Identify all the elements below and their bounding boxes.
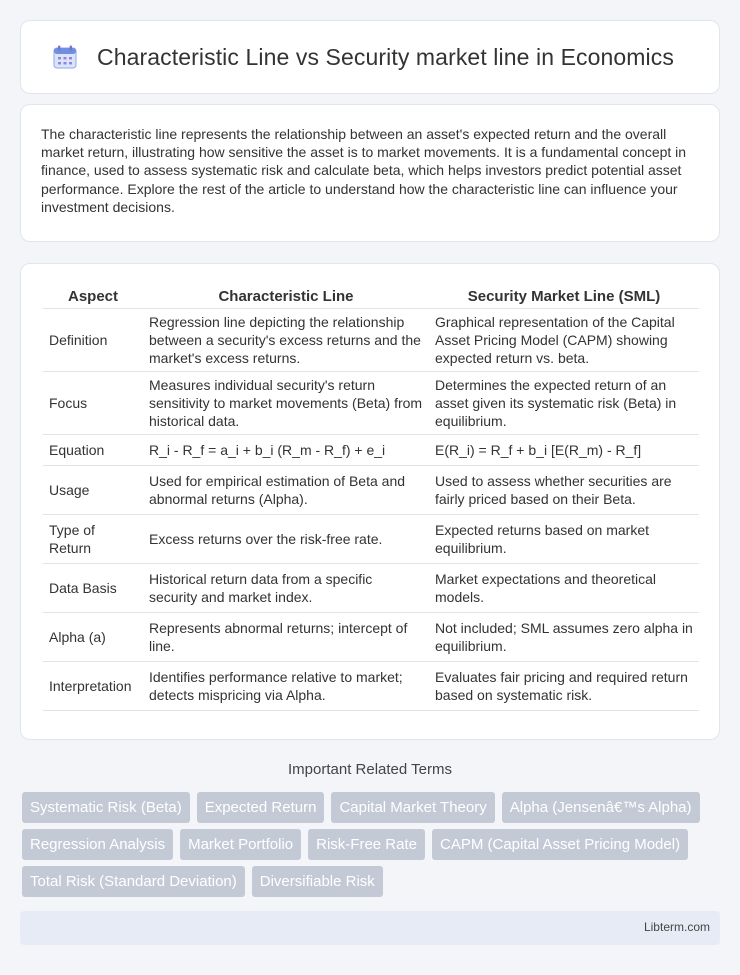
row-aspect: Equation (43, 434, 143, 465)
related-term-tag[interactable]: Capital Market Theory (331, 792, 494, 823)
column-header-characteristic-line: Characteristic Line (143, 284, 429, 308)
row-sml: Determines the expected return of an asset given its systematic risk (Beta) in equilibrium. (429, 371, 699, 434)
row-characteristic-line: Represents abnormal returns; intercept of line. (143, 612, 429, 661)
related-term-tag[interactable]: Total Risk (Standard Deviation) (22, 866, 245, 897)
row-characteristic-line: Excess returns over the risk-free rate. (143, 514, 429, 563)
row-characteristic-line: R_i - R_f = a_i + b_i (R_m - R_f) + e_i (143, 434, 429, 465)
row-aspect: Usage (43, 465, 143, 514)
row-sml: Evaluates fair pricing and required return based on systematic risk. (429, 661, 699, 710)
related-term-tag[interactable]: Alpha (Jensenâ€™s Alpha) (502, 792, 700, 823)
row-aspect: Data Basis (43, 563, 143, 612)
table-row (43, 465, 699, 514)
table-row (43, 661, 699, 710)
row-characteristic-line: Measures individual security's return sensitivity to market movements (Beta) from historical data. (143, 371, 429, 434)
related-terms-title: Important Related Terms (288, 761, 452, 778)
row-aspect: Definition (43, 308, 143, 371)
row-sml: E(R_i) = R_f + b_i [E(R_m) - R_f] (429, 434, 699, 465)
row-sml: Used to assess whether securities are fairly priced based on their Beta. (429, 465, 699, 514)
row-sml: Market expectations and theoretical models. (429, 563, 699, 612)
related-terms-list (22, 792, 722, 903)
table-row (43, 371, 699, 434)
table-row (43, 514, 699, 563)
row-aspect: Focus (43, 371, 143, 434)
footer-site-link[interactable]: Libterm.com (643, 920, 710, 934)
row-sml: Not included; SML assumes zero alpha in equilibrium. (429, 612, 699, 661)
intro-paragraph: The characteristic line represents the relationship between an asset's expected return and the overall market return, illustrating how sensitive the asset is to market movements. It is a fundamental concept in finance, used to assess systematic risk and calculate beta, which helps investors predict potential asset performance. Explore the rest of the article to understand how the characteristic line can influence your investment decisions. (41, 126, 687, 215)
row-characteristic-line: Historical return data from a specific security and market index. (143, 563, 429, 612)
row-characteristic-line: Regression line depicting the relationship between a security's excess returns and the market's excess returns. (143, 308, 429, 371)
comparison-table (43, 284, 699, 711)
row-sml: Expected returns based on market equilibrium. (429, 514, 699, 563)
related-term-tag[interactable]: Regression Analysis (22, 829, 173, 860)
row-characteristic-line: Identifies performance relative to market; detects mispricing via Alpha. (143, 661, 429, 710)
related-term-tag[interactable]: Systematic Risk (Beta) (22, 792, 190, 823)
related-term-tag[interactable]: Diversifiable Risk (252, 866, 383, 897)
footer-bar (20, 911, 720, 945)
column-header-aspect: Aspect (43, 284, 143, 308)
related-term-tag[interactable]: Expected Return (197, 792, 325, 823)
intro-card (20, 104, 720, 242)
table-row (43, 434, 699, 465)
row-sml: Graphical representation of the Capital Asset Pricing Model (CAPM) showing expected return vs. beta. (429, 308, 699, 371)
table-row (43, 612, 699, 661)
row-aspect: Alpha (a) (43, 612, 143, 661)
comparison-table-card (20, 263, 720, 740)
related-term-tag[interactable]: CAPM (Capital Asset Pricing Model) (432, 829, 688, 860)
row-aspect: Interpretation (43, 661, 143, 710)
table-row (43, 308, 699, 371)
column-header-sml: Security Market Line (SML) (429, 284, 699, 308)
row-aspect: Type of Return (43, 514, 143, 563)
related-term-tag[interactable]: Risk-Free Rate (308, 829, 425, 860)
page-title: Characteristic Line vs Security market line in Economics (97, 43, 674, 70)
header-card (20, 20, 720, 94)
row-characteristic-line: Used for empirical estimation of Beta and abnormal returns (Alpha). (143, 465, 429, 514)
table-header-row (43, 284, 699, 308)
related-term-tag[interactable]: Market Portfolio (180, 829, 301, 860)
table-row (43, 563, 699, 612)
calendar-grid-icon (51, 43, 79, 71)
